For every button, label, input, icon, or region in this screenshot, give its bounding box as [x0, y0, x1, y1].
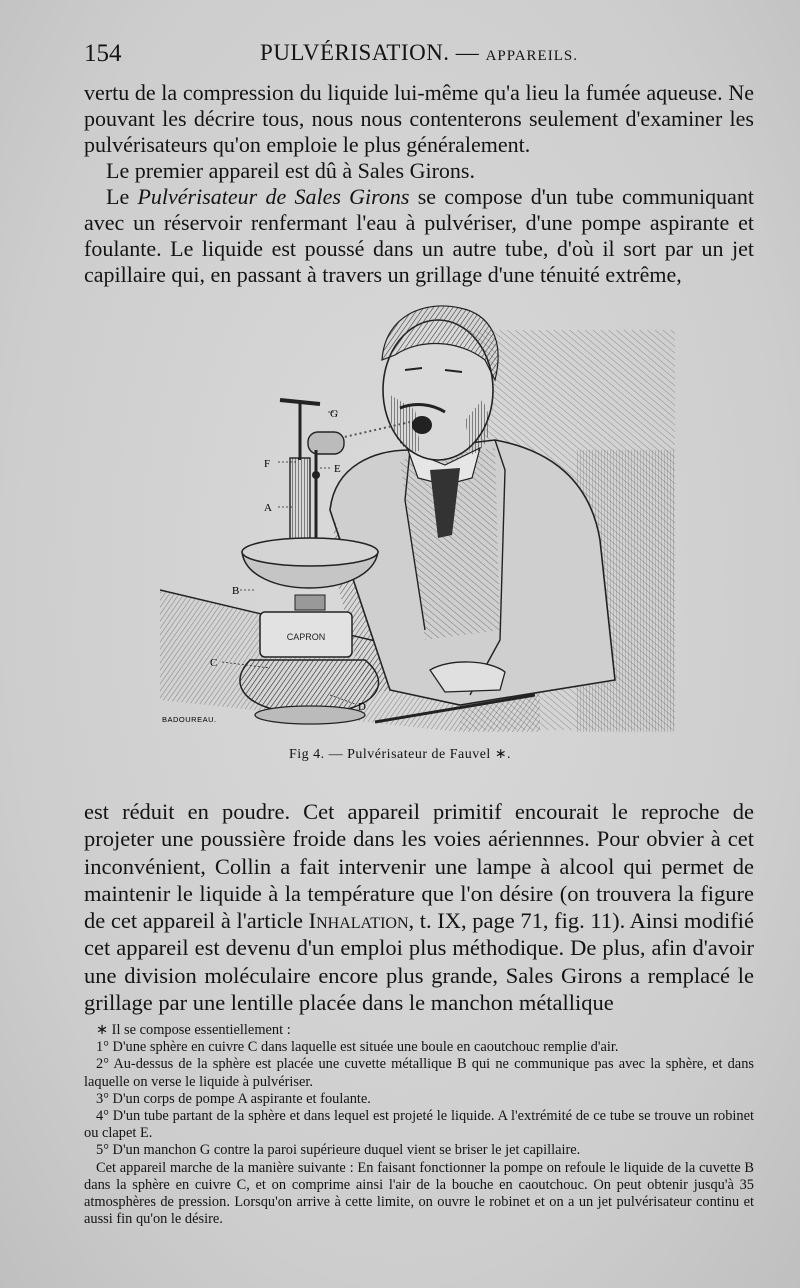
label-c: C	[210, 657, 218, 669]
paragraph-4-part2: , t. IX, page 71, fig. 11). Ainsi modifié cet appareil est devenu d'un emploi plus méthodique. De plus, afin d'avoir une division moléculaire encore plus grande, Sales Girons a remplacé le grillage par une lentille placée dans le manchon métallique	[84, 908, 754, 1016]
paragraph-2: Le premier appareil est dû à Sales Girons.	[106, 158, 475, 183]
paragraph-3-italic: Pulvérisateur de Sales Girons	[137, 184, 410, 209]
footnote-item-2: 2° Au-dessus de la sphère est placée une cuvette métallique B qui ne communique pas avec la sphère, et dans laquelle on verse le liquide à pulvériser.	[84, 1056, 754, 1090]
basin-stem	[295, 595, 325, 610]
footnote-operation: Cet appareil marche de la manière suivante : En faisant fonctionner la pompe on refoule le liquide de la cuvette B dans la sphère en cuivre C, et on comprime ainsi l'air de la bouche en caoutchouc. On peut obtenir jusqu'à 35 atmosphères de pression. Lorsqu'on arrive à cette limite, on ouvre le robinet et on a un jet pulvérisateur continu et aussi fin qu'on le désire.	[84, 1159, 754, 1228]
footnotes	[84, 1022, 754, 1228]
sleeve-g	[308, 432, 344, 454]
footnote-intro: ∗ Il se compose essentiellement :	[96, 1022, 291, 1038]
label-e: E	[334, 463, 341, 475]
paragraph-3-rest: se compose d'un tube communiquant avec un réservoir renfermant l'eau à pulvériser, d'une pompe aspirante et foulante. Le liquide est poussé dans un autre tube, d'où il sort par un jet capillaire qui, en passant à travers un grillage d'une ténuité extrême,	[84, 184, 755, 287]
footnote-item-5: 5° D'un manchon G contre la paroi supérieure duquel vient se briser le jet capillaire.	[96, 1142, 581, 1159]
paragraph-4-part1: est réduit en poudre. Cet appareil primitif encourait le reproche de projeter une poussière froide dans les voies aériennnes. Pour obvier à cet inconvénient, Collin a fait intervenir une lampe à alcool qui permet de maintenir le liquide à la température que l'on désire (on trouvera la figure de cet appareil à l'article	[84, 799, 754, 934]
paragraph-3-lead: Le	[106, 184, 138, 209]
label-d: D	[358, 701, 366, 713]
reservoir-label: CAPRON	[286, 632, 326, 642]
paragraph-4-smallcaps: Inhalation	[308, 908, 409, 934]
paragraph-1: vertu de la compression du liquide lui-même qu'a lieu la fumée aqueuse. Ne pouvant les décrire tous, nous nous contenterons seulement d'examiner les pulvérisateurs qu'on emploie le plus généralement.	[84, 80, 754, 157]
engraving-figure	[160, 300, 680, 732]
paragraph-3	[84, 184, 754, 288]
page-header	[84, 40, 754, 74]
label-b: B	[232, 585, 240, 597]
footnote-item-1: 1° D'une sphère en cuivre C dans laquelle est située une boule en caoutchouc remplie d'air.	[96, 1039, 619, 1056]
running-title	[84, 40, 754, 66]
sphere-base	[255, 706, 365, 724]
label-f: F	[264, 458, 271, 470]
paragraph-4	[84, 798, 754, 1016]
page-number: 154	[84, 40, 122, 67]
open-mouth	[412, 416, 432, 434]
figure-caption: Fig 4. — Pulvérisateur de Fauvel ∗.	[288, 747, 512, 762]
basin-rim	[242, 538, 378, 566]
label-g: G	[330, 408, 338, 420]
footnote-item-4: 4° D'un tube partant de la sphère et dans lequel est projeté le liquide. A l'extrémité de ce tube se trouve un robinet ou clapet E.	[84, 1108, 754, 1142]
running-title-sub: APPAREILS.	[485, 48, 578, 64]
body-text-top	[84, 80, 754, 288]
valve-e	[312, 471, 320, 479]
man-hand	[430, 662, 505, 692]
body-text-bottom	[84, 798, 754, 1016]
running-title-main: PULVÉRISATION. —	[260, 40, 480, 65]
engraver-signature: BADOUREAU.	[162, 715, 217, 724]
footnote-item-3: 3° D'un corps de pompe A aspirante et foulante.	[96, 1090, 371, 1107]
engraving-illustration	[160, 300, 680, 732]
label-a: A	[264, 502, 272, 514]
